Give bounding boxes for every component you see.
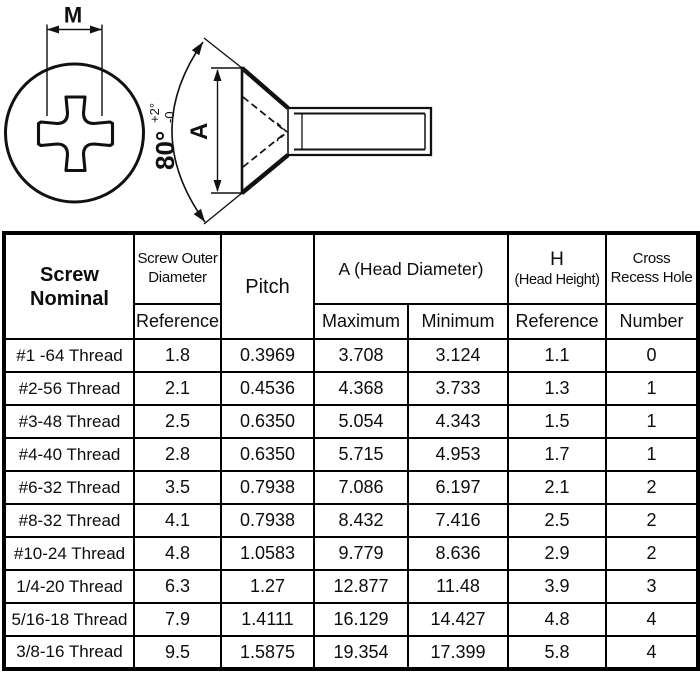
col-header-cross-recess xyxy=(606,233,698,304)
cell-head-dia-max: 5.054 xyxy=(314,405,408,438)
cell-head-dia-min: 4.343 xyxy=(408,405,508,438)
cell-screw-nominal: #2-56 Thread xyxy=(4,372,134,405)
cell-head-height: 1.3 xyxy=(508,372,606,405)
dimension-a xyxy=(186,68,242,193)
cell-head-dia-min: 7.416 xyxy=(408,504,508,537)
cell-screw-nominal: #3-48 Thread xyxy=(4,405,134,438)
spec-table xyxy=(2,231,700,671)
angle-tolerance-plus: +2° xyxy=(147,102,162,123)
table-row xyxy=(4,636,698,669)
cell-head-dia-min: 6.197 xyxy=(408,471,508,504)
cell-outer-diameter: 7.9 xyxy=(134,603,221,636)
header-line: (Head Height) xyxy=(514,271,600,288)
sub-header-reference-outer: Reference xyxy=(134,304,221,339)
header-line: Screw xyxy=(40,263,99,286)
sub-header-maximum: Maximum xyxy=(314,304,408,339)
sub-header-number: Number xyxy=(606,304,698,339)
cell-recess-number: 3 xyxy=(606,570,698,603)
cell-screw-nominal: #8-32 Thread xyxy=(4,504,134,537)
cell-pitch: 1.27 xyxy=(221,570,314,603)
cell-head-height: 2.1 xyxy=(508,471,606,504)
table-row xyxy=(4,405,698,438)
table-row xyxy=(4,372,698,405)
screw-side-view-drawing xyxy=(135,0,465,235)
recess-hidden-lines xyxy=(243,97,287,167)
cell-head-dia-min: 17.399 xyxy=(408,636,508,669)
shank-outline xyxy=(288,108,431,155)
m-dimension-label: M xyxy=(63,2,83,28)
cell-pitch: 0.6350 xyxy=(221,405,314,438)
cell-head-dia-max: 7.086 xyxy=(314,471,408,504)
table-row xyxy=(4,471,698,504)
table-row xyxy=(4,438,698,471)
cell-head-height: 1.5 xyxy=(508,405,606,438)
cell-screw-nominal: 3/8-16 Thread xyxy=(4,636,134,669)
cell-head-dia-min: 3.124 xyxy=(408,339,508,372)
cell-pitch: 1.0583 xyxy=(221,537,314,570)
cell-outer-diameter: 2.5 xyxy=(134,405,221,438)
arrowhead-right-icon xyxy=(90,26,102,34)
cell-pitch: 0.4536 xyxy=(221,372,314,405)
cell-pitch: 1.5875 xyxy=(221,636,314,669)
table-row xyxy=(4,339,698,372)
table-row xyxy=(4,537,698,570)
cell-head-height: 2.9 xyxy=(508,537,606,570)
table-row xyxy=(4,603,698,636)
arrowhead-left-icon xyxy=(47,26,59,34)
cell-head-height: 5.8 xyxy=(508,636,606,669)
arc-arrowhead-top-icon xyxy=(192,39,207,55)
cell-head-dia-max: 4.368 xyxy=(314,372,408,405)
cell-head-dia-min: 3.733 xyxy=(408,372,508,405)
cell-outer-diameter: 1.8 xyxy=(134,339,221,372)
arrowhead-up-icon xyxy=(214,69,222,81)
cell-recess-number: 1 xyxy=(606,405,698,438)
cell-head-height: 2.5 xyxy=(508,504,606,537)
cell-pitch: 0.6350 xyxy=(221,438,314,471)
table-row xyxy=(4,504,698,537)
cell-recess-number: 2 xyxy=(606,537,698,570)
angle-label xyxy=(147,103,180,170)
cell-pitch: 1.4111 xyxy=(221,603,314,636)
col-header-outer-diameter xyxy=(134,233,221,304)
col-header-screw-nominal xyxy=(4,233,134,339)
cell-head-dia-min: 4.953 xyxy=(408,438,508,471)
header-line: Screw Outer xyxy=(137,250,218,268)
cell-recess-number: 0 xyxy=(606,339,698,372)
col-header-pitch: Pitch xyxy=(221,233,314,339)
cell-recess-number: 4 xyxy=(606,636,698,669)
head-outline xyxy=(204,38,288,224)
cell-head-dia-max: 19.354 xyxy=(314,636,408,669)
cell-outer-diameter: 2.8 xyxy=(134,438,221,471)
cell-head-height: 1.7 xyxy=(508,438,606,471)
header-line: Nominal xyxy=(30,287,109,310)
cell-head-dia-min: 14.427 xyxy=(408,603,508,636)
angle-value: 80° xyxy=(150,130,180,170)
cell-screw-nominal: 1/4-20 Thread xyxy=(4,570,134,603)
col-header-head-height xyxy=(508,233,606,304)
cell-outer-diameter: 9.5 xyxy=(134,636,221,669)
cell-head-dia-max: 5.715 xyxy=(314,438,408,471)
arrowhead-down-icon xyxy=(214,180,222,192)
header-line: Recess Hole xyxy=(610,269,693,286)
cell-outer-diameter: 4.1 xyxy=(134,504,221,537)
cell-pitch: 0.7938 xyxy=(221,471,314,504)
cell-head-height: 4.8 xyxy=(508,603,606,636)
cell-screw-nominal: #1 -64 Thread xyxy=(4,339,134,372)
cell-outer-diameter: 6.3 xyxy=(134,570,221,603)
header-row-1 xyxy=(4,233,698,304)
table-row xyxy=(4,570,698,603)
cell-recess-number: 1 xyxy=(606,372,698,405)
col-header-head-diameter: A (Head Diameter) xyxy=(314,233,508,304)
header-line: Cross xyxy=(632,250,671,268)
cell-recess-number: 1 xyxy=(606,438,698,471)
cell-outer-diameter: 3.5 xyxy=(134,471,221,504)
cell-head-height: 3.9 xyxy=(508,570,606,603)
cell-screw-nominal: #4-40 Thread xyxy=(4,438,134,471)
sub-header-reference-height: Reference xyxy=(508,304,606,339)
cell-head-dia-max: 3.708 xyxy=(314,339,408,372)
cell-outer-diameter: 2.1 xyxy=(134,372,221,405)
cell-head-dia-min: 11.48 xyxy=(408,570,508,603)
cell-head-dia-max: 9.779 xyxy=(314,537,408,570)
header-line: H xyxy=(550,249,564,271)
cell-pitch: 0.7938 xyxy=(221,504,314,537)
sub-header-minimum: Minimum xyxy=(408,304,508,339)
cell-head-dia-max: 8.432 xyxy=(314,504,408,537)
angle-tolerance-minus: -0 xyxy=(162,111,177,123)
a-dimension-label: A xyxy=(186,122,213,140)
cell-recess-number: 2 xyxy=(606,504,698,537)
cell-screw-nominal: #6-32 Thread xyxy=(4,471,134,504)
cell-outer-diameter: 4.8 xyxy=(134,537,221,570)
cell-screw-nominal: 5/16-18 Thread xyxy=(4,603,134,636)
cell-screw-nominal: #10-24 Thread xyxy=(4,537,134,570)
cell-head-dia-min: 8.636 xyxy=(408,537,508,570)
header-line: Diameter xyxy=(148,269,207,286)
cell-recess-number: 2 xyxy=(606,471,698,504)
cell-head-height: 1.1 xyxy=(508,339,606,372)
cell-pitch: 0.3969 xyxy=(221,339,314,372)
cell-head-dia-max: 12.877 xyxy=(314,570,408,603)
cell-recess-number: 4 xyxy=(606,603,698,636)
cell-head-dia-max: 16.129 xyxy=(314,603,408,636)
